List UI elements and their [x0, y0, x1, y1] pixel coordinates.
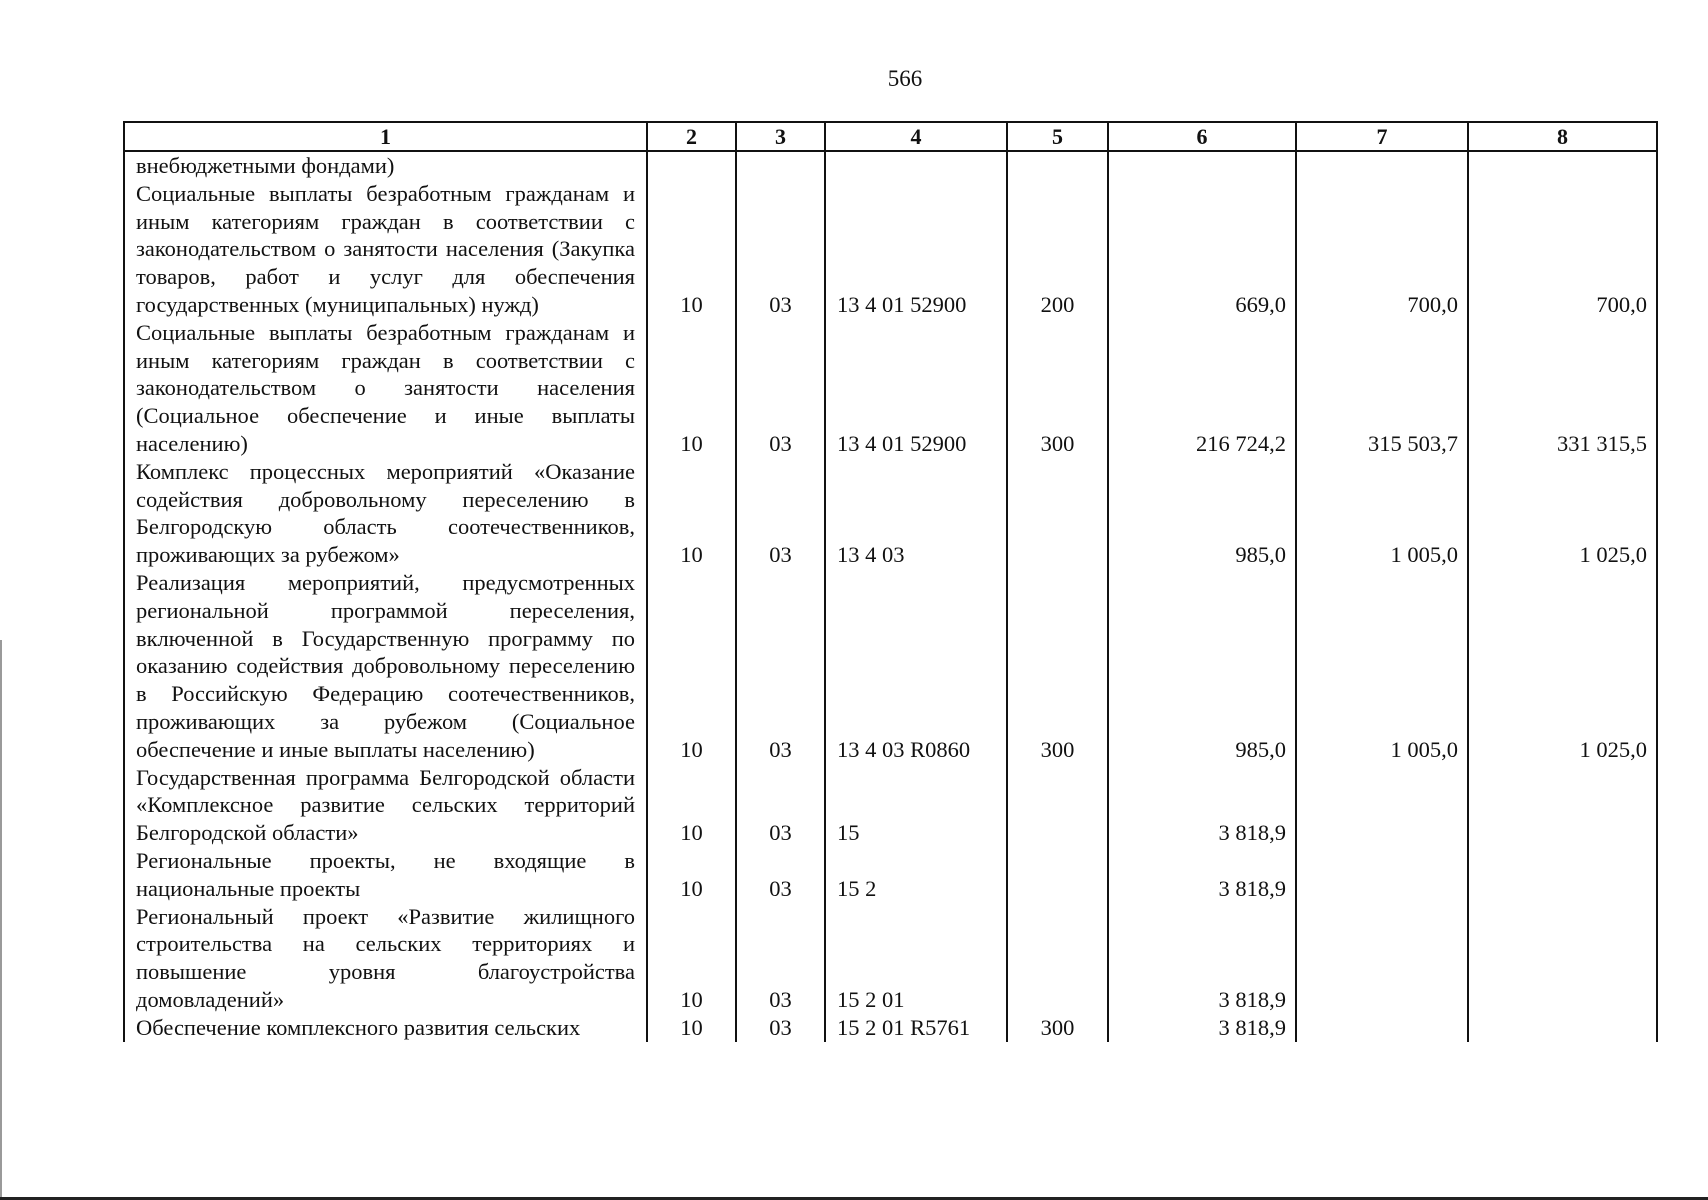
row-description: Комплекс процессных мероприятий «Оказание содействия добровольному переселению в Белгородскую область соотечественников, проживающих за рубежом»	[124, 458, 647, 569]
row-expense-type	[1007, 764, 1108, 847]
row-section: 10	[647, 569, 736, 764]
row-target-code: 15 2 01	[825, 903, 1007, 1014]
row-amount-col6: 985,0	[1108, 569, 1296, 764]
row-target-code: 13 4 03	[825, 458, 1007, 569]
column-header-2: 2	[647, 122, 736, 151]
row-description: Реализация мероприятий, предусмотренных региональной программой переселения, включенной в Государственную программу по оказанию содействия добровольному переселению в Российскую Федерацию соотечественников, проживающих за рубежом (Социальное обеспечение и иные выплаты населению)	[124, 569, 647, 764]
table-row	[124, 319, 1657, 458]
row-expense-type: 300	[1007, 1014, 1108, 1042]
row-section	[647, 151, 736, 180]
row-amount-col6: 3 818,9	[1108, 847, 1296, 903]
table-row	[124, 458, 1657, 569]
row-amount-col7	[1296, 764, 1468, 847]
table-header	[124, 122, 1657, 151]
budget-table	[123, 121, 1658, 1042]
column-header-4: 4	[825, 122, 1007, 151]
row-target-code: 15 2 01 R5761	[825, 1014, 1007, 1042]
row-subsection: 03	[736, 319, 825, 458]
page-number: 566	[887, 66, 923, 91]
table-row	[124, 151, 1657, 180]
table-body	[124, 151, 1657, 1042]
table-row	[124, 903, 1657, 1014]
row-amount-col7: 1 005,0	[1296, 569, 1468, 764]
row-expense-type	[1007, 847, 1108, 903]
row-section: 10	[647, 319, 736, 458]
row-expense-type	[1007, 151, 1108, 180]
row-expense-type	[1007, 458, 1108, 569]
row-target-code: 15	[825, 764, 1007, 847]
row-amount-col8	[1468, 903, 1657, 1014]
row-section: 10	[647, 180, 736, 319]
row-description: Социальные выплаты безработным гражданам и иным категориям граждан в соответствии с законодательством о занятости населения (Социальное обеспечение и иные выплаты населению)	[124, 319, 647, 458]
row-amount-col6: 669,0	[1108, 180, 1296, 319]
row-subsection: 03	[736, 847, 825, 903]
row-target-code	[825, 151, 1007, 180]
row-amount-col8	[1468, 151, 1657, 180]
row-subsection: 03	[736, 458, 825, 569]
row-amount-col8: 1 025,0	[1468, 458, 1657, 569]
row-amount-col7: 315 503,7	[1296, 319, 1468, 458]
header-row	[124, 122, 1657, 151]
row-description: внебюджетными фондами)	[124, 151, 647, 180]
row-amount-col7	[1296, 1014, 1468, 1042]
column-header-6: 6	[1108, 122, 1296, 151]
row-amount-col6: 216 724,2	[1108, 319, 1296, 458]
row-section: 10	[647, 903, 736, 1014]
row-amount-col8: 331 315,5	[1468, 319, 1657, 458]
row-expense-type	[1007, 903, 1108, 1014]
column-header-3: 3	[736, 122, 825, 151]
table-row	[124, 569, 1657, 764]
row-section: 10	[647, 1014, 736, 1042]
row-amount-col8: 700,0	[1468, 180, 1657, 319]
row-amount-col8: 1 025,0	[1468, 569, 1657, 764]
column-header-5: 5	[1007, 122, 1108, 151]
row-description: Региональный проект «Развитие жилищного строительства на сельских территориях и повышение уровня благоустройства домовладений»	[124, 903, 647, 1014]
row-amount-col7	[1296, 903, 1468, 1014]
column-header-7: 7	[1296, 122, 1468, 151]
row-amount-col7	[1296, 151, 1468, 180]
row-amount-col8	[1468, 764, 1657, 847]
row-target-code: 13 4 03 R0860	[825, 569, 1007, 764]
table-row	[124, 1014, 1657, 1042]
row-amount-col6	[1108, 151, 1296, 180]
column-header-8: 8	[1468, 122, 1657, 151]
row-amount-col6: 3 818,9	[1108, 764, 1296, 847]
row-amount-col7	[1296, 847, 1468, 903]
row-amount-col6: 3 818,9	[1108, 1014, 1296, 1042]
row-section: 10	[647, 764, 736, 847]
row-subsection: 03	[736, 1014, 825, 1042]
row-expense-type: 300	[1007, 319, 1108, 458]
table-row	[124, 180, 1657, 319]
table-row	[124, 764, 1657, 847]
row-target-code: 13 4 01 52900	[825, 180, 1007, 319]
row-description: Региональные проекты, не входящие в национальные проекты	[124, 847, 647, 903]
row-subsection: 03	[736, 764, 825, 847]
column-header-1: 1	[124, 122, 647, 151]
row-section: 10	[647, 847, 736, 903]
row-target-code: 13 4 01 52900	[825, 319, 1007, 458]
row-expense-type: 300	[1007, 569, 1108, 764]
row-subsection: 03	[736, 569, 825, 764]
row-amount-col6: 985,0	[1108, 458, 1296, 569]
row-amount-col7: 1 005,0	[1296, 458, 1468, 569]
row-description: Социальные выплаты безработным гражданам и иным категориям граждан в соответствии с законодательством о занятости населения (Закупка товаров, работ и услуг для обеспечения государственных (муниципальных) нужд)	[124, 180, 647, 319]
row-expense-type: 200	[1007, 180, 1108, 319]
row-description: Обеспечение комплексного развития сельских	[124, 1014, 647, 1042]
row-target-code: 15 2	[825, 847, 1007, 903]
row-subsection: 03	[736, 180, 825, 319]
row-description: Государственная программа Белгородской области «Комплексное развитие сельских территорий Белгородской области»	[124, 764, 647, 847]
row-subsection	[736, 151, 825, 180]
row-amount-col7: 700,0	[1296, 180, 1468, 319]
row-amount-col8	[1468, 847, 1657, 903]
row-amount-col6: 3 818,9	[1108, 903, 1296, 1014]
table-row	[124, 847, 1657, 903]
row-subsection: 03	[736, 903, 825, 1014]
scan-left-edge	[0, 640, 2, 1200]
row-section: 10	[647, 458, 736, 569]
row-amount-col8	[1468, 1014, 1657, 1042]
